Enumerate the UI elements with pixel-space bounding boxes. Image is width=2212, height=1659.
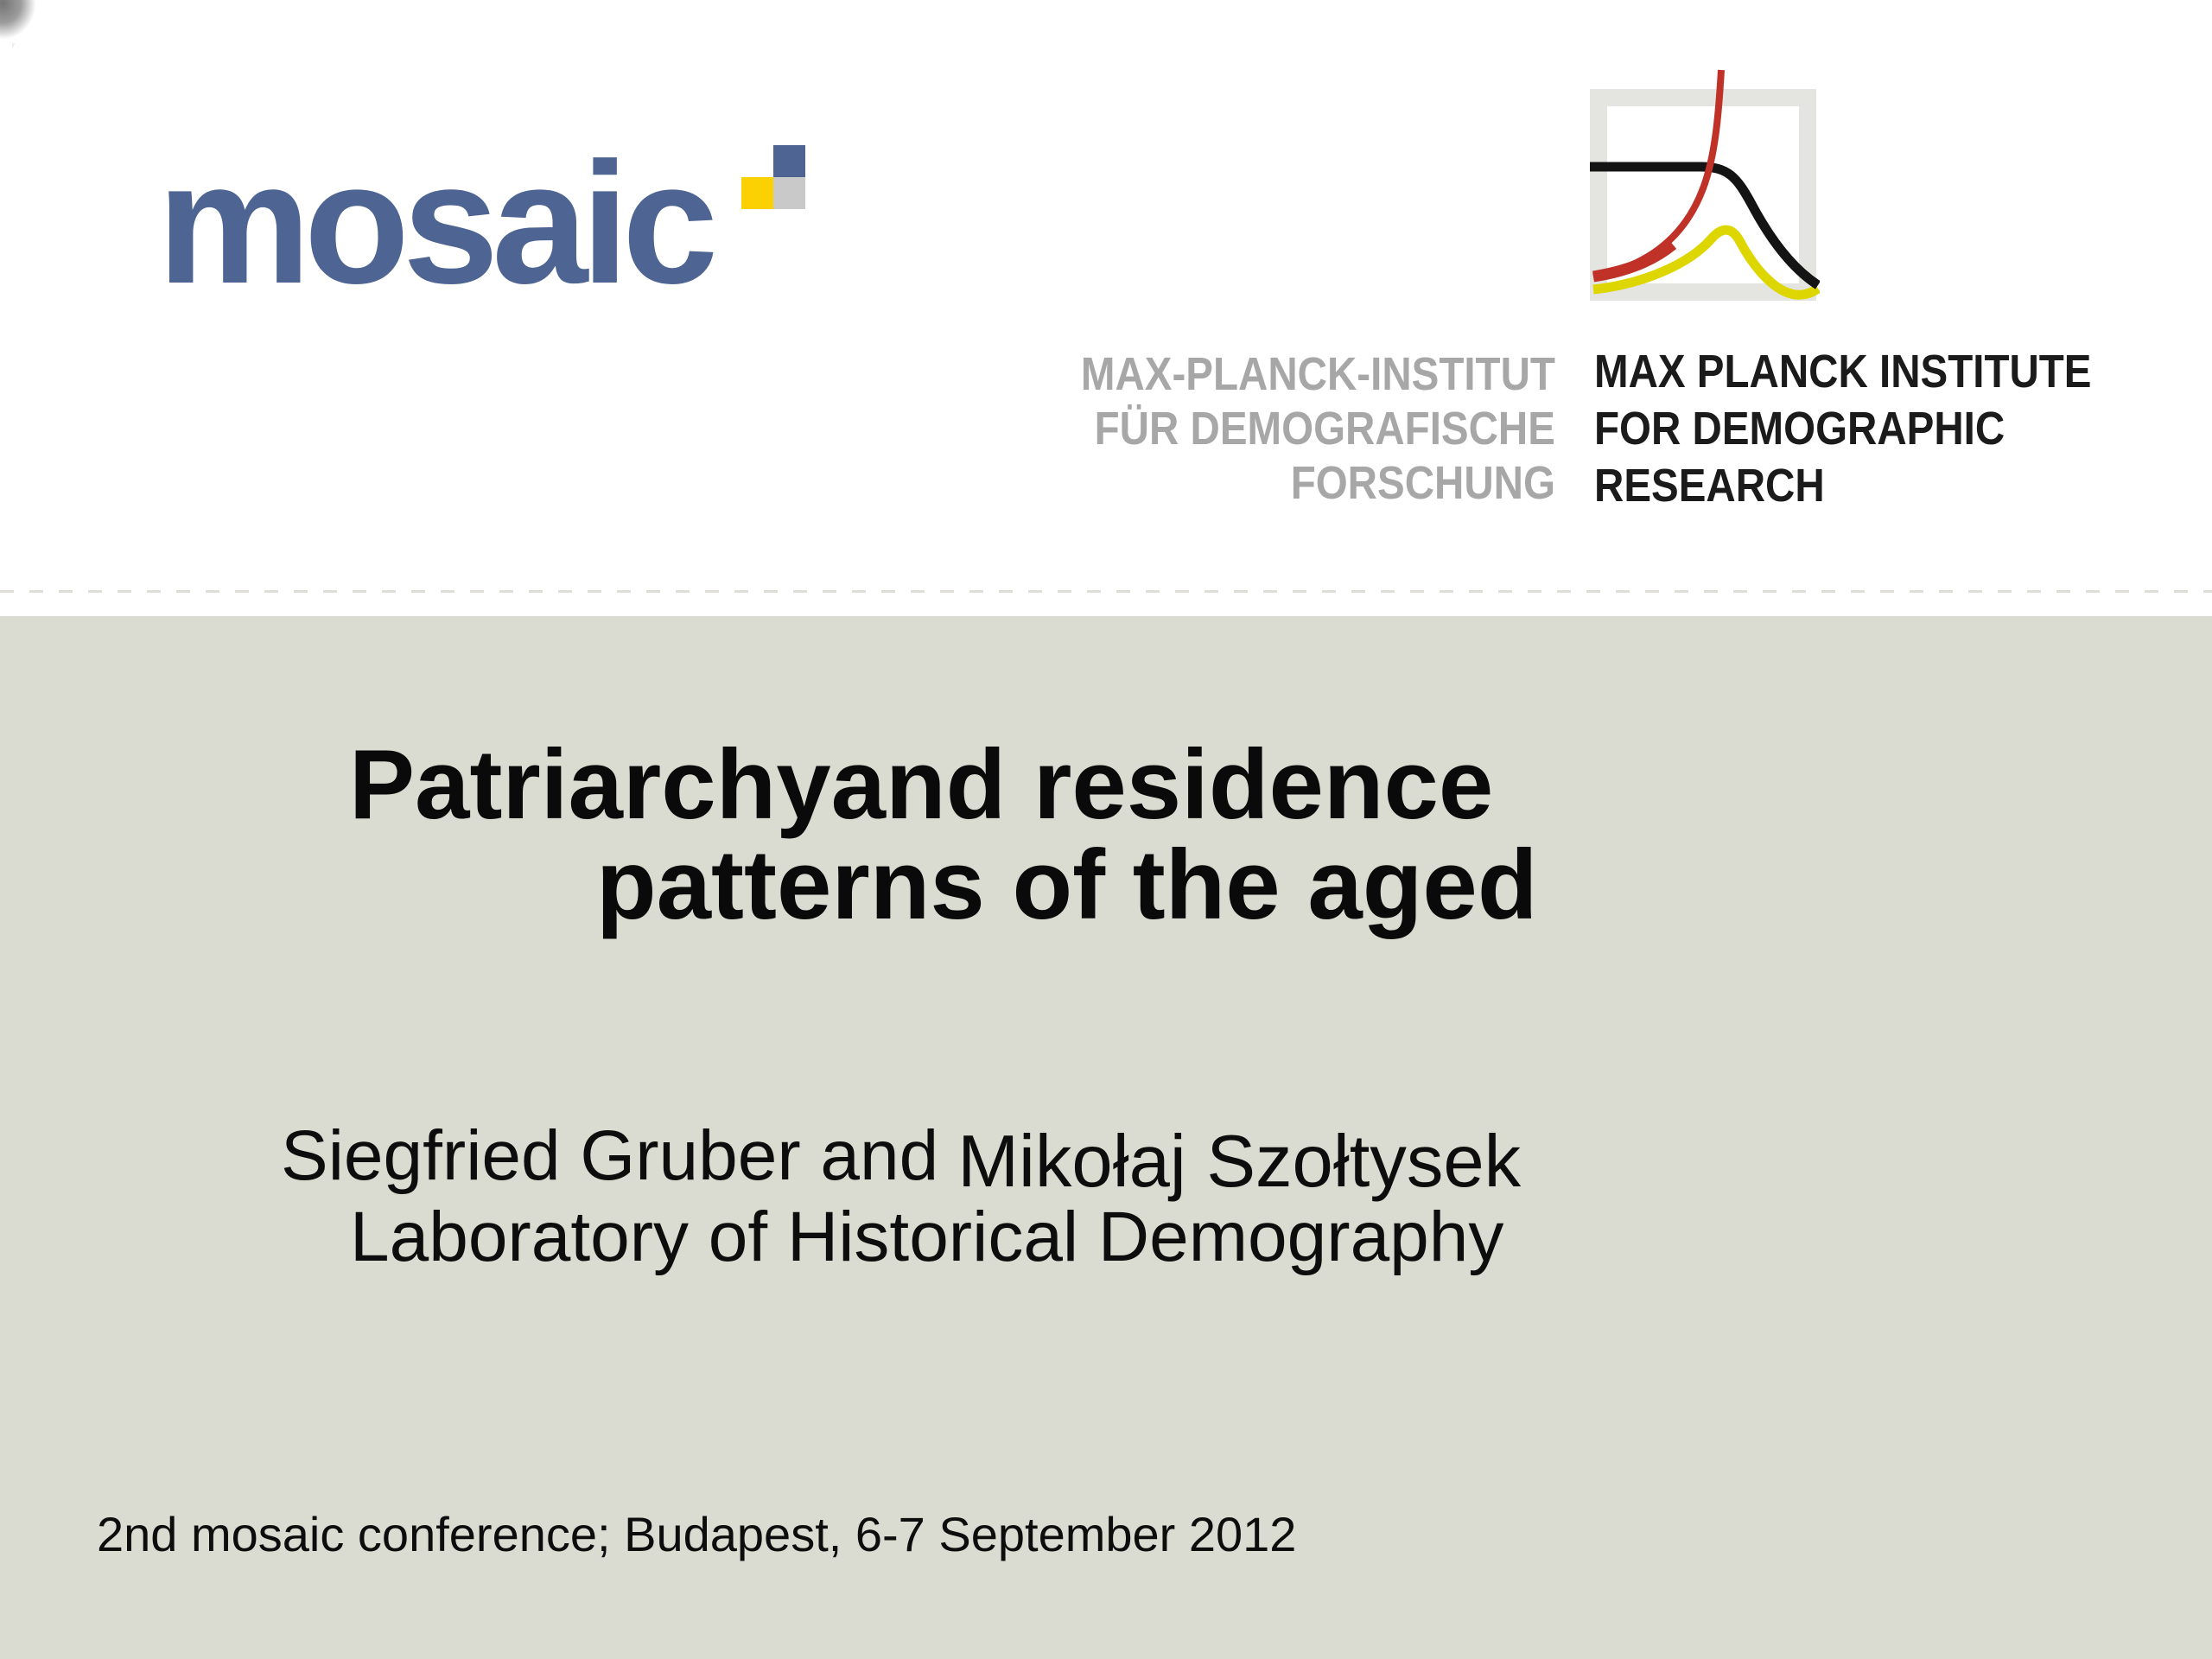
mpidr-name-english (1594, 343, 2092, 514)
corner-streak-artifact (12, 43, 107, 83)
mosaic-yellow-square-icon (741, 177, 773, 209)
authors-line (281, 1116, 1522, 1203)
author-name-2: Mikołaj Szołtysek (957, 1121, 1522, 1203)
mpidr-german-line3: FORSCHUNG (1290, 457, 1555, 509)
placeholder-dashed-divider (0, 590, 2212, 593)
author-name-1: Siegfried Gruber and (281, 1116, 939, 1195)
mosaic-blue-square-icon (773, 145, 805, 177)
affiliation-line: Laboratory of Historical Demography (350, 1198, 1504, 1276)
conference-footnote: 2nd mosaic conference; Budapest, 6-7 September 2012 (97, 1507, 1297, 1561)
mpidr-english-line3: RESEARCH (1594, 460, 1825, 512)
corner-artifact-icon (0, 0, 36, 40)
mpidr-german-line2: FÜR DEMOGRAFISCHE (1094, 403, 1555, 454)
mpidr-english-line1: MAX PLANCK INSTITUTE (1594, 346, 2092, 397)
mosaic-gray-square-icon (773, 177, 805, 209)
slide-title-line1: Patriarchyand residence (349, 730, 1494, 840)
mpidr-german-line1: MAX-PLANCK-INSTITUT (1080, 348, 1555, 400)
mosaic-logo-wordmark: mosaic (157, 127, 712, 320)
slide-title-line2: patterns of the aged (596, 830, 1538, 940)
mpidr-english-line2: FOR DEMOGRAPHIC (1594, 403, 2005, 454)
mpidr-logo-icon (1588, 67, 1820, 314)
header-band (0, 0, 2212, 616)
mpidr-name-german (1081, 347, 1555, 511)
